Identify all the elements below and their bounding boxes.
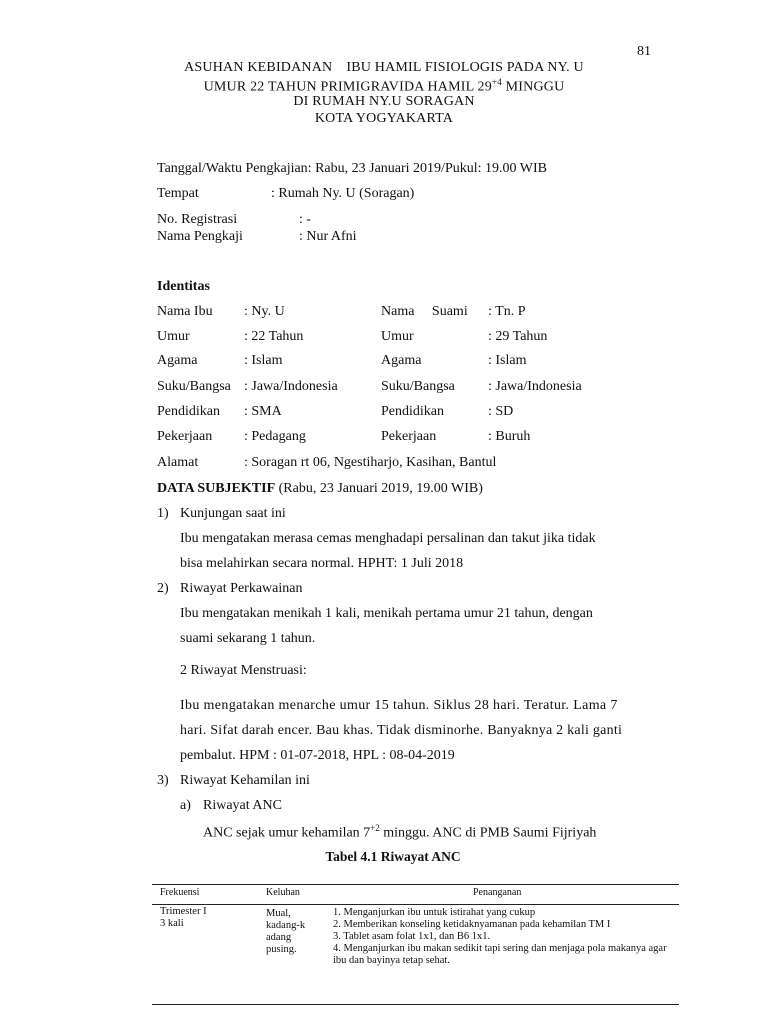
title-line-3: DI RUMAH NY.U SORAGAN [293,94,475,109]
menstruasi-text-1: Ibu mengatakan menarche umur 15 tahun. Siklus 28 hari. Teratur. Lama 7 [180,698,618,713]
identitas-value-ibu: : SMA [244,404,282,419]
menstruasi-title: 2 Riwayat Menstruasi: [180,663,307,678]
frekuensi-trimester: Trimester I [160,906,207,917]
menstruasi-text-3: pembalut. HPM : 01-07-2018, HPL : 08-04-2019 [180,748,455,763]
identitas-label-ibu: Agama [157,353,198,368]
item-3a-number: a) [180,798,191,813]
table-cell-frekuensi [160,906,260,930]
anc-text-a: ANC sejak umur kehamilan 7 [203,825,371,841]
identitas-value-ibu: : 22 Tahun [244,329,304,344]
identitas-label-suami: Agama [381,353,422,368]
identitas-label-ibu: Pekerjaan [157,429,213,444]
identitas-value-ibu: : Islam [244,353,283,368]
title-line-2b: MINGGU [501,79,565,95]
identitas-label-ibu: Umur [157,329,190,344]
table-header-border [152,904,679,905]
item-2-title: Riwayat Perkawainan [180,581,303,596]
anc-text [203,823,596,842]
item-1-title: Kunjungan saat ini [180,506,286,521]
table-header-keluhan: Keluhan [266,887,300,898]
penanganan-2: 2. Memberikan konseling ketidaknyamanan pada kehamilan TM I [333,919,611,930]
identitas-value-ibu: : Jawa/Indonesia [244,379,338,394]
table-cell-penanganan [333,907,673,967]
no-registrasi-value: : - [299,212,312,227]
item-3-number: 3) [157,773,169,788]
tempat-label: Tempat [157,186,199,201]
title-line-1a: ASUHAN KEBIDANAN [184,60,333,75]
item-2-text-1: Ibu mengatakan menikah 1 kali, menikah pertama umur 21 tahun, dengan [180,606,593,621]
item-3a-title: Riwayat ANC [203,798,282,813]
identitas-label-ibu: Suku/Bangsa [157,379,231,394]
item-3-title: Riwayat Kehamilan ini [180,773,310,788]
identitas-value-ibu: : Pedagang [244,429,306,444]
data-subjektif-title: DATA SUBJEKTIF [157,481,276,496]
data-subjektif-heading [157,481,483,497]
identitas-label-suami: Nama Suami [381,304,468,319]
tempat-value: : Rumah Ny. U (Soragan) [271,186,415,201]
identitas-value-suami: : Buruh [488,429,531,444]
no-registrasi-label: No. Registrasi [157,212,238,227]
item-2-number: 2) [157,581,169,596]
identitas-label-ibu: Pendidikan [157,404,220,419]
identitas-value-ibu: : Ny. U [244,304,285,319]
title-line-2 [0,77,768,96]
tanggal-pengkajian: Tanggal/Waktu Pengkajian: Rabu, 23 Januari 2019/Pukul: 19.00 WIB [157,161,547,176]
menstruasi-text-2: hari. Sifat darah encer. Bau khas. Tidak disminorhe. Banyaknya 2 kali ganti [180,723,623,738]
title-line-2a: UMUR 22 TAHUN PRIMIGRAVIDA HAMIL 29 [203,79,492,95]
page-number: 81 [637,44,651,59]
nama-pengkaji-label: Nama Pengkaji [157,229,243,244]
identitas-heading: Identitas [157,279,210,294]
title-line-1 [0,60,768,76]
item-2-text-2: suami sekarang 1 tahun. [180,631,316,646]
item-1-text-2: bisa melahirkan secara normal. HPHT: 1 Juli 2018 [180,556,464,571]
identitas-label-suami: Umur [381,329,414,344]
title-sup: +4 [491,77,502,87]
identitas-label-ibu: Nama Ibu [157,304,213,319]
anc-text-b: minggu. ANC di PMB Saumi Fijriyah [379,825,597,841]
nama-pengkaji-value: : Nur Afni [299,229,357,244]
item-1-text-1: Ibu mengatakan merasa cemas menghadapi persalinan dan takut jika tidak [180,531,596,546]
penanganan-4: 4. Menganjurkan ibu makan sedikit tapi sering dan menjaga pola makanya agar ibu dan bayinya tetap sehat. [333,943,667,966]
item-1-number: 1) [157,506,169,521]
identitas-value-suami: : Jawa/Indonesia [488,379,582,394]
table-bottom-border [152,1004,679,1005]
identitas-label-suami: Pekerjaan [381,429,437,444]
table-caption: Tabel 4.1 Riwayat ANC [325,849,461,864]
identitas-value-suami: : 29 Tahun [488,329,548,344]
frekuensi-count: 3 kali [160,918,184,929]
identitas-label-suami: Suku/Bangsa [381,379,455,394]
identitas-value-suami: : Tn. P [488,304,526,319]
penanganan-1: 1. Menganjurkan ibu untuk istirahat yang cukup [333,907,536,918]
anc-sup: +2 [370,823,380,833]
alamat-label: Alamat [157,455,199,470]
title-line-1b: IBU HAMIL FISIOLOGIS PADA NY. U [346,60,584,75]
identitas-value-suami: : Islam [488,353,527,368]
data-subjektif-date: (Rabu, 23 Januari 2019, 19.00 WIB) [275,481,483,496]
table-header-frekuensi: Frekuensi [160,887,200,898]
table-header-penanganan: Penanganan [473,887,522,898]
penanganan-3: 3. Tablet asam folat 1x1, dan B6 1x1. [333,931,491,942]
identitas-value-suami: : SD [488,404,514,419]
identitas-label-suami: Pendidikan [381,404,444,419]
title-line-4: KOTA YOGYAKARTA [314,111,454,126]
table-cell-keluhan: Mual, kadang-k adang pusing. [266,908,306,955]
table-top-border [152,884,679,885]
alamat-value: : Soragan rt 06, Ngestiharjo, Kasihan, Bantul [244,455,497,470]
